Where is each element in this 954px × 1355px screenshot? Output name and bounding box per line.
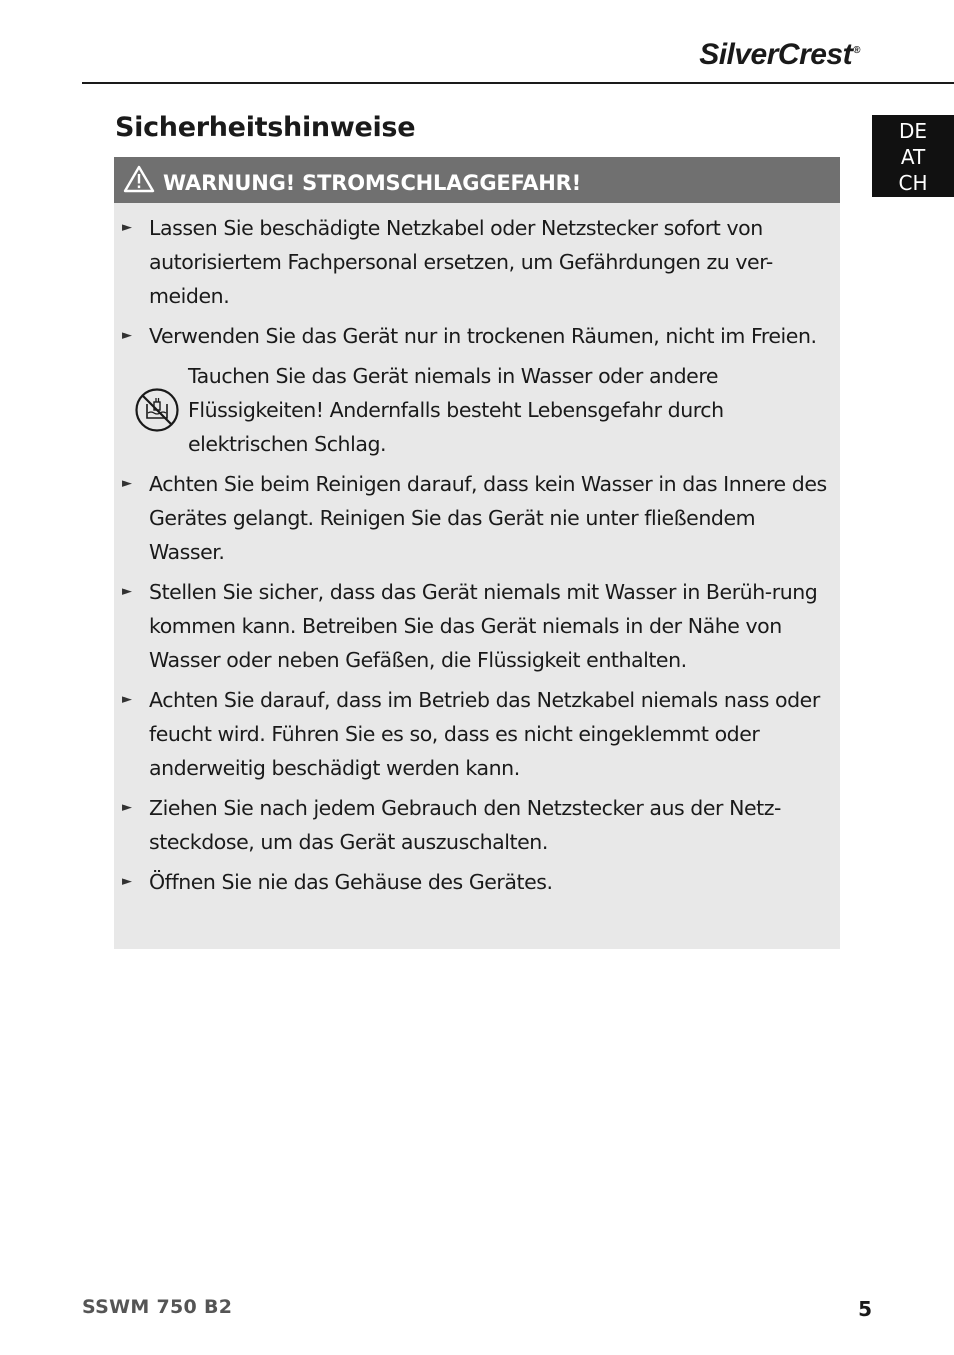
note-text: Tauchen Sie das Gerät niemals in Wasser oder andere Flüssigkeiten! Andernfalls besteht Lebensgefahr durch elektrischen Schlag. <box>188 364 724 456</box>
lang-ch: CH <box>898 171 928 195</box>
list-item-text: Stellen Sie sicher, dass das Gerät niemals mit Wasser in Berüh-rung kommen kann. Betreiben Sie das Gerät niemals in der Nähe von Wasser oder neben Gefäßen, die Flüssigkeit enthalten. <box>149 580 818 672</box>
warning-list <box>114 203 840 899</box>
brand-name: SilverCrest <box>699 38 853 71</box>
header-divider <box>82 82 954 84</box>
no-immersion-icon <box>134 387 180 433</box>
list-item <box>122 319 832 353</box>
footer-model-number: SSWM 750 B2 <box>82 1296 233 1318</box>
list-item-text: Ziehen Sie nach jedem Gebrauch den Netzstecker aus der Netz-steckdose, um das Gerät auszuschalten. <box>149 796 781 854</box>
list-item-text: Verwenden Sie das Gerät nur in trockenen Räumen, nicht im Freien. <box>149 324 817 348</box>
list-item <box>122 467 832 569</box>
list-item-text: Achten Sie darauf, dass im Betrieb das Netzkabel niemals nass oder feucht wird. Führen Sie es so, dass es nicht eingeklemmt oder anderweitig beschädigt werden kann. <box>149 688 820 780</box>
warning-box <box>114 157 840 949</box>
lang-de: DE <box>898 119 928 143</box>
warning-triangle-icon <box>123 165 155 193</box>
page-number: 5 <box>858 1297 872 1321</box>
list-item <box>122 865 832 899</box>
bullet-arrow-icon: ► <box>122 476 132 491</box>
list-item-text: Achten Sie beim Reinigen darauf, dass kein Wasser in das Innere des Gerätes gelangt. Reinigen Sie das Gerät nie unter fließendem Wasser. <box>149 472 827 564</box>
list-item <box>122 575 832 677</box>
warning-title: WARNUNG! STROMSCHLAGGEFAHR! <box>163 171 582 195</box>
brand-logo <box>699 38 860 72</box>
bullet-arrow-icon: ► <box>122 220 132 235</box>
lang-at: AT <box>900 145 926 169</box>
bullet-arrow-icon: ► <box>122 800 132 815</box>
note-icon-wrap <box>134 387 188 433</box>
list-item-text: Lassen Sie beschädigte Netzkabel oder Netzstecker sofort von autorisiertem Fachpersonal ersetzen, um Gefährdungen zu ver-meiden. <box>149 216 773 308</box>
section-title: Sicherheitshinweise <box>115 112 416 143</box>
list-item <box>122 211 832 313</box>
bullet-arrow-icon: ► <box>122 692 132 707</box>
immersion-note <box>122 359 832 461</box>
bullet-arrow-icon: ► <box>122 874 132 889</box>
registered-mark: ® <box>853 45 860 56</box>
bullet-arrow-icon: ► <box>122 584 132 599</box>
list-item-text: Öffnen Sie nie das Gehäuse des Gerätes. <box>149 870 553 894</box>
list-item <box>122 683 832 785</box>
warning-header <box>114 157 840 203</box>
language-tab <box>872 115 954 197</box>
list-item <box>122 791 832 859</box>
bullet-arrow-icon: ► <box>122 328 132 343</box>
